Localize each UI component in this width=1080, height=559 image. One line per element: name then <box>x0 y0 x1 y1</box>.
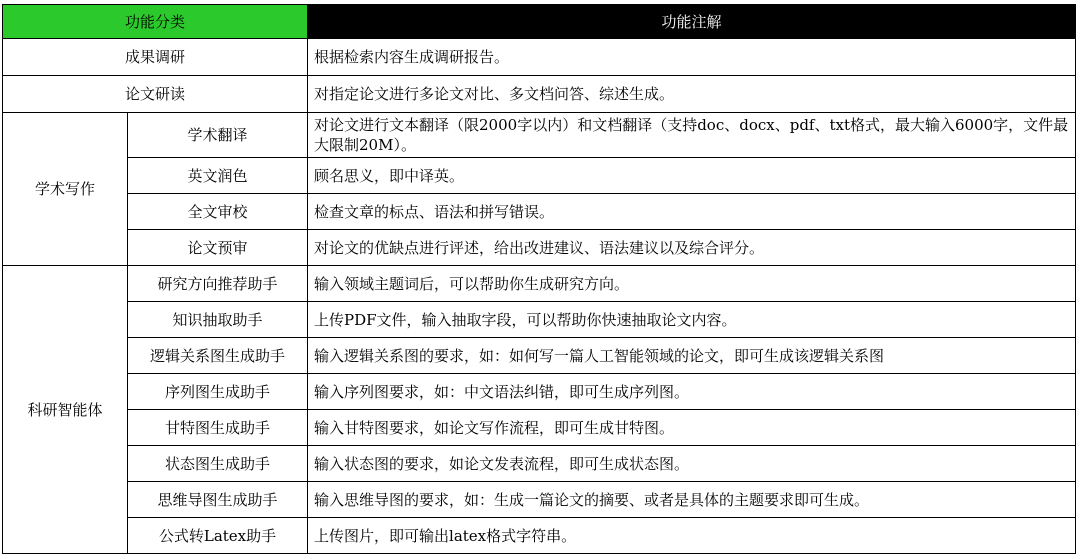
table-row <box>3 518 1076 554</box>
header-description: 功能注解 <box>308 5 1076 39</box>
header-row <box>3 5 1076 39</box>
table-row <box>3 230 1076 266</box>
feature-desc: 上传PDF文件，输入抽取字段，可以帮助你快速抽取论文内容。 <box>308 302 1076 338</box>
table-row <box>3 266 1076 302</box>
group-label-academic-writing: 学术写作 <box>3 113 128 266</box>
feature-name: 全文审校 <box>128 194 308 230</box>
table-row <box>3 374 1076 410</box>
feature-desc: 根据检索内容生成调研报告。 <box>308 39 1076 76</box>
feature-name: 状态图生成助手 <box>128 446 308 482</box>
feature-desc: 对论文的优缺点进行评述，给出改进建议、语法建议以及综合评分。 <box>308 230 1076 266</box>
feature-desc: 输入甘特图要求，如论文写作流程，即可生成甘特图。 <box>308 410 1076 446</box>
feature-name: 甘特图生成助手 <box>128 410 308 446</box>
feature-name: 英文润色 <box>128 158 308 194</box>
header-category: 功能分类 <box>3 5 308 39</box>
feature-desc: 输入序列图要求，如：中文语法纠错，即可生成序列图。 <box>308 374 1076 410</box>
feature-desc: 输入状态图的要求，如论文发表流程，即可生成状态图。 <box>308 446 1076 482</box>
group-label-research-agents: 科研智能体 <box>3 266 128 554</box>
table-row <box>3 302 1076 338</box>
feature-name: 逻辑关系图生成助手 <box>128 338 308 374</box>
feature-desc: 上传图片，即可输出latex格式字符串。 <box>308 518 1076 554</box>
table-row <box>3 113 1076 158</box>
feature-desc: 输入领域主题词后，可以帮助你生成研究方向。 <box>308 266 1076 302</box>
feature-desc: 输入思维导图的要求，如：生成一篇论文的摘要、或者是具体的主题要求即可生成。 <box>308 482 1076 518</box>
feature-desc: 检查文章的标点、语法和拼写错误。 <box>308 194 1076 230</box>
feature-name: 序列图生成助手 <box>128 374 308 410</box>
feature-name: 学术翻译 <box>128 113 308 158</box>
table-row <box>3 194 1076 230</box>
table-row <box>3 338 1076 374</box>
feature-name: 思维导图生成助手 <box>128 482 308 518</box>
feature-desc: 输入逻辑关系图的要求，如：如何写一篇人工智能领域的论文，即可生成该逻辑关系图 <box>308 338 1076 374</box>
feature-name: 知识抽取助手 <box>128 302 308 338</box>
table-row <box>3 158 1076 194</box>
feature-name: 研究方向推荐助手 <box>128 266 308 302</box>
feature-name: 论文研读 <box>3 76 308 113</box>
feature-desc: 对论文进行文本翻译（限2000字以内）和文档翻译（支持doc、docx、pdf、txt格式，最大输入6000字，文件最大限制20M）。 <box>308 113 1076 158</box>
table-row <box>3 39 1076 76</box>
feature-name: 成果调研 <box>3 39 308 76</box>
table-row <box>3 446 1076 482</box>
feature-name: 公式转Latex助手 <box>128 518 308 554</box>
table-row <box>3 482 1076 518</box>
feature-desc: 对指定论文进行多论文对比、多文档问答、综述生成。 <box>308 76 1076 113</box>
feature-desc: 顾名思义，即中译英。 <box>308 158 1076 194</box>
table-row <box>3 410 1076 446</box>
feature-table <box>2 4 1076 554</box>
feature-name: 论文预审 <box>128 230 308 266</box>
table-row <box>3 76 1076 113</box>
